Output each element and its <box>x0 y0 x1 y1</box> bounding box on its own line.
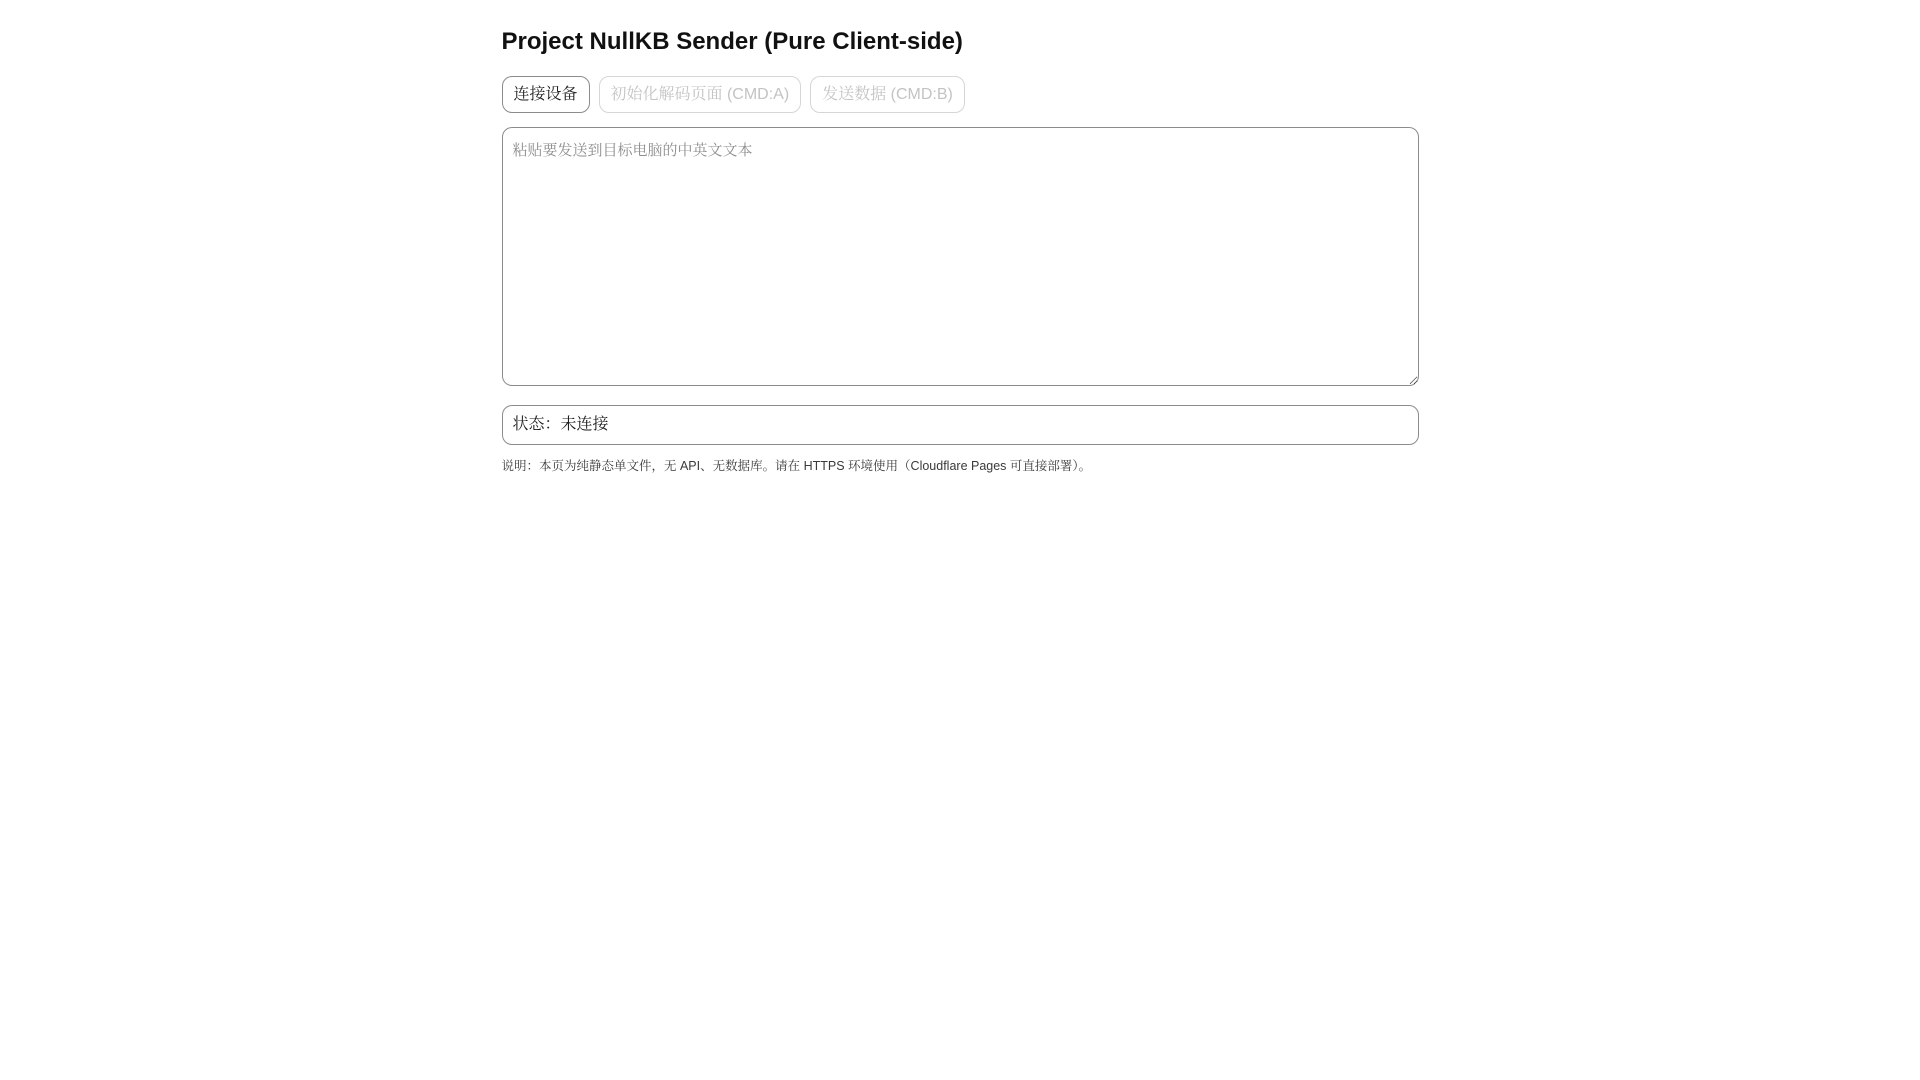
main-container <box>502 0 1419 474</box>
status-bar <box>502 405 1419 445</box>
paste-text-input[interactable] <box>502 127 1419 386</box>
note-text: 说明：本页为纯静态单文件，无 API、无数据库。请在 HTTPS 环境使用（Cloudflare Pages 可直接部署）。 <box>501 459 1092 473</box>
init-decoder-page-button[interactable]: 初始化解码页面 (CMD:A) <box>599 76 802 113</box>
connect-device-button[interactable]: 连接设备 <box>502 76 590 113</box>
send-data-button[interactable]: 发送数据 (CMD:B) <box>810 76 965 113</box>
toolbar <box>502 76 1419 113</box>
status-text: 状态：未连接 <box>512 416 609 433</box>
page-title: Project NullKB Sender (Pure Client-side) <box>501 28 963 55</box>
